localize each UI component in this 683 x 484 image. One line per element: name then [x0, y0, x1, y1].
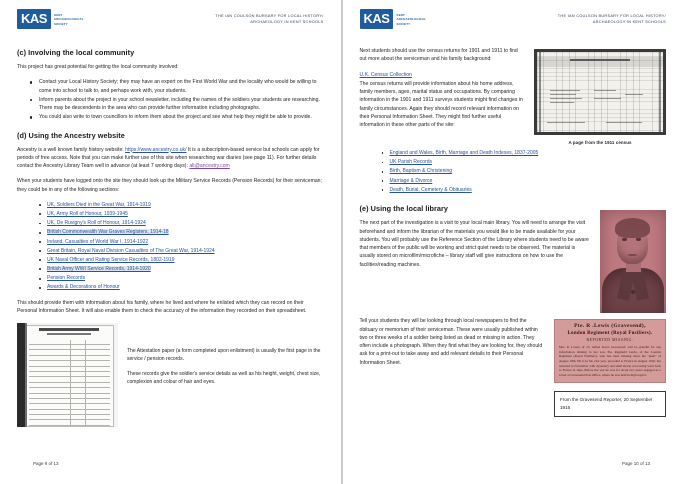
list-item — [390, 186, 667, 195]
census-figure — [534, 49, 666, 145]
list-item — [390, 158, 667, 167]
attestation-subtitle-bar — [47, 333, 91, 335]
list-item — [390, 149, 667, 158]
census-ink-row — [594, 98, 622, 99]
uk-census-collection-link[interactable]: U.K. Census Collection — [359, 71, 412, 78]
bursary-header-text — [558, 9, 666, 26]
heading-section-c: (c) Involving the local community — [17, 48, 135, 57]
census-ink-row — [606, 122, 641, 123]
clipping-subheadline: REPORTED MISSING. — [586, 338, 634, 343]
census-ink-row — [550, 94, 576, 95]
section-e-paragraph-2: Tell your students they will be looking through local newspapers to find the obituary or memorium of their serviceman. These were usually published within two or three weeks of a soldier being listed as dead or missing in action. They often include a photograph. When they find what they are looking for, they should ask for a print-out to take away and add relevant details to their Personal Information Sheet. — [359, 318, 543, 366]
record-link-pension-records[interactable]: Pension Records — [47, 275, 86, 282]
census-related-links-list — [360, 149, 667, 194]
page-header — [360, 9, 667, 39]
record-link-awards-decorations[interactable]: Awards & Decorations of Honour — [47, 284, 120, 291]
attestation-scan-spine-shadow — [25, 323, 27, 427]
list-item: You could also write to town councillors to inform them about the project and see what help they might be able to provide. — [39, 113, 324, 121]
link-uk-parish-records[interactable]: UK Parish Records — [389, 159, 433, 166]
list-item — [390, 177, 667, 186]
ancestry-detail-text: It is a subscription-based service but schools can apply for periods of free access. Note that you can make further use of this site when researching war diaries (see page 11). For further details contact the Ancestry Library Team well in advance (at least 7 working days): — [17, 146, 320, 169]
attestation-form-grid — [29, 340, 110, 421]
kas-logo-line3: SOCIETY — [396, 21, 411, 26]
heading-section-d: (d) Using the Ancestry website — [17, 130, 125, 140]
list-item — [47, 247, 324, 256]
attestation-paper-image — [17, 323, 118, 427]
record-link-naval-officer-rating[interactable]: UK Naval Officer and Rating Service Records, 1802-1919 — [47, 256, 175, 263]
census-ink-row — [594, 90, 617, 91]
list-item — [47, 274, 324, 283]
census-paragraph-2: The census returns will provide information about his home address, family members, ages, marital status and occupations. By comparing information in the 1901 and 1911 surveys students might find changes in family circumstances. Again they should record relevant information on their Personal Information Sheet. They might find further useful information in these other parts of the site: — [359, 80, 523, 128]
page-header — [17, 9, 324, 39]
attestation-figure-row — [17, 323, 324, 427]
kas-logo — [360, 9, 427, 29]
kas-logo-line1: KENT — [53, 13, 63, 18]
soldier-portrait-photograph — [600, 210, 666, 313]
page-right — [342, 0, 683, 484]
bursary-header-line1: THE IAN COULSON BURSARY FOR LOCAL HISTORY/ — [557, 13, 666, 18]
kas-logo-mark: KAS — [17, 9, 51, 29]
page-footer-left: Page 9 of 13 — [33, 461, 59, 466]
census-ink-row — [550, 90, 580, 91]
bursary-header-line2: ARCHAEOLOGY IN KENT SCHOOLS — [250, 19, 324, 25]
list-item — [47, 219, 324, 228]
list-item — [47, 228, 324, 237]
bursary-header-line2: ARCHAEOLOGY IN KENT SCHOOLS — [592, 19, 666, 25]
kas-logo-line1: KENT — [396, 13, 405, 18]
record-link-ireland-casualties[interactable]: Ireland, Casualties of World War I, 1914-1922 — [47, 238, 149, 245]
attestation-scan-spine — [17, 323, 25, 427]
link-birth-marriage-death-indexes[interactable]: England and Wales, Birth, Marriage and Death Indexes, 1837-2005 — [389, 150, 539, 156]
census-paragraph-1: Next students should use the census returns for 1901 and 1911 to find out more about the serviceman and his family background: — [359, 48, 518, 63]
bursary-header-line1: THE IAN COULSON BURSARY FOR LOCAL HISTORY/ — [215, 13, 324, 18]
ancestry-record-links-list — [17, 201, 324, 292]
record-link-british-army-wwi-service[interactable]: British Army WWI Service Records, 1914-1920 — [47, 266, 151, 273]
kas-logo-line3: SOCIETY — [53, 21, 68, 26]
census-ink-row — [625, 94, 643, 95]
kas-logo-mark: KAS — [360, 9, 394, 29]
section-d-paragraph-1 — [17, 146, 324, 171]
page-footer-right: Page 10 of 13 — [621, 461, 650, 466]
census-title-line — [570, 59, 630, 61]
clipping-headline-2: London Regiment (Royal Fusiliers). — [567, 330, 653, 336]
list-item — [47, 238, 324, 247]
ancestry-intro-text: Ancestry is a well known family history website: — [17, 146, 124, 153]
kas-logo-line2: ARCHAEOLOGICAL — [396, 17, 427, 22]
list-item — [47, 265, 324, 274]
clipping-source-note: From the Gravesend Reporter, 20 September 1916 — [554, 391, 666, 417]
kas-logo-words — [396, 12, 426, 26]
census-right-edge — [659, 52, 661, 132]
clipping-body-text: Mrs. R. Lewis, of 15, Alfred Road, Gravesend, will be grateful for any information relating to her son, Pte. Reginald Lewis, of the London Regiment (Royal Fusiliers), who has been missing since the "push" of August 18th. He is in his 21st year, preceded to France in August 1916, but returned in November with dysentery and shell shock, recovering went back to France in June. Before the war he was for about two years engaged as a sorter at Gravesend Post Office, where he was held in high regard. — [559, 345, 661, 378]
list-item: Contact your Local History Society; they may have an expert on the First World War and the locality who would be willing to come into school to talk to, and perhaps work with, your students. — [39, 78, 324, 95]
list-item: Inform parents about the project in your school newsletter, including the names of the soldiers your students are researching. There may be descendents in the area who can provide further information including photographs. — [39, 96, 324, 113]
section-e-block — [360, 204, 667, 317]
ancestry-website-link[interactable]: https://www.ancestry.co.uk/ — [125, 146, 187, 153]
heading-section-e: (e) Using the local library — [359, 204, 449, 214]
census-figure-caption: A page from the 1911 census — [568, 140, 632, 145]
census-ink-row — [547, 122, 585, 123]
list-item — [47, 210, 324, 219]
ancestry-email-link[interactable]: alt@ancestry.com — [189, 163, 230, 169]
census-block — [360, 47, 667, 148]
link-marriage-divorce[interactable]: Marriage & Divorce — [389, 177, 433, 184]
kas-logo-words — [54, 12, 84, 26]
soldier-photo-figure — [600, 210, 666, 313]
census-ink-row — [550, 98, 583, 99]
newspaper-clipping-figure — [554, 319, 666, 416]
attestation-caption-1: The Attestation paper (a form completed upon enlistment) is usually the first page in the service / pension records. — [127, 347, 321, 362]
list-item — [390, 167, 667, 176]
bursary-header-text — [215, 9, 323, 26]
record-link-soldiers-died[interactable]: UK, Soldiers Died in the Great War, 1914-1919 — [47, 201, 151, 208]
record-link-war-graves-registers[interactable]: British Commonwealth War Graves Registers, 1914-18 — [47, 229, 169, 236]
section-d-paragraph-2: When your students have logged onto the site they should look up the Military Service Records (Pension Records) for their serviceman; they could be in any of the following sections: — [17, 178, 322, 193]
section-c-bullet-list — [17, 78, 324, 121]
section-e-paragraph-1: The next part of the investigation is a visit to your local main library. You will need to arrange the visit beforehand and inform the librarian of the materials you would like to be made available for your students. You will probably use the Reference Section of the Library where students need to be aware that members of the public will be working and strict quiet needs to be observed. The material is usually stored on microfilm/microfiche – library staff will give instructions on how to use the facilities/reading machines. — [359, 220, 589, 268]
link-death-burial-cemetery-obituaries[interactable]: Death, Burial, Cemetery & Obituaries — [389, 186, 472, 193]
record-link-royal-naval-division[interactable]: Great Britain, Royal Naval Division Casualties of The Great War, 1914-1924 — [47, 247, 215, 254]
census-page-scan — [534, 49, 666, 135]
section-d-paragraph-3: This should provide them with information about his family, where he lived and where he enlisted which they can record on their Personal Information Sheet. It will also enable them to check the accuracy of the information they recorded on their spreadsheet. — [17, 300, 307, 315]
record-link-army-roll-of-honour[interactable]: UK, Army Roll of Honour, 1939-1945 — [47, 210, 128, 217]
census-paper — [537, 52, 663, 132]
kas-logo-line2: ARCHAEOLOGICAL — [53, 17, 84, 22]
soldier-photo-vignette — [600, 210, 666, 313]
link-birth-baptism-christening[interactable]: Birth, Baptism & Christening — [389, 168, 453, 175]
section-c-intro: This project has great potential for getting the local community involved: — [17, 64, 179, 70]
list-item — [47, 201, 324, 210]
clipping-block — [360, 317, 667, 420]
census-ink-row — [550, 102, 574, 103]
record-link-de-ruvignys-roll[interactable]: UK, De Ruvigny's Roll of Honour, 1914-1924 — [47, 220, 146, 227]
census-left-edge — [539, 52, 541, 132]
attestation-caption-2: These records give the soldier's service details as well as his height, weight, chest size, complexion and colour of hair and eyes. — [127, 370, 321, 385]
list-item — [47, 283, 324, 292]
list-item — [47, 256, 324, 265]
kas-logo — [17, 9, 84, 29]
clipping-headline-1: Pte. R .Lewis (Gravesend), — [574, 323, 646, 330]
attestation-title-bar — [39, 328, 99, 331]
attestation-caption-block — [127, 323, 324, 427]
newspaper-clipping-obituary — [554, 319, 666, 382]
